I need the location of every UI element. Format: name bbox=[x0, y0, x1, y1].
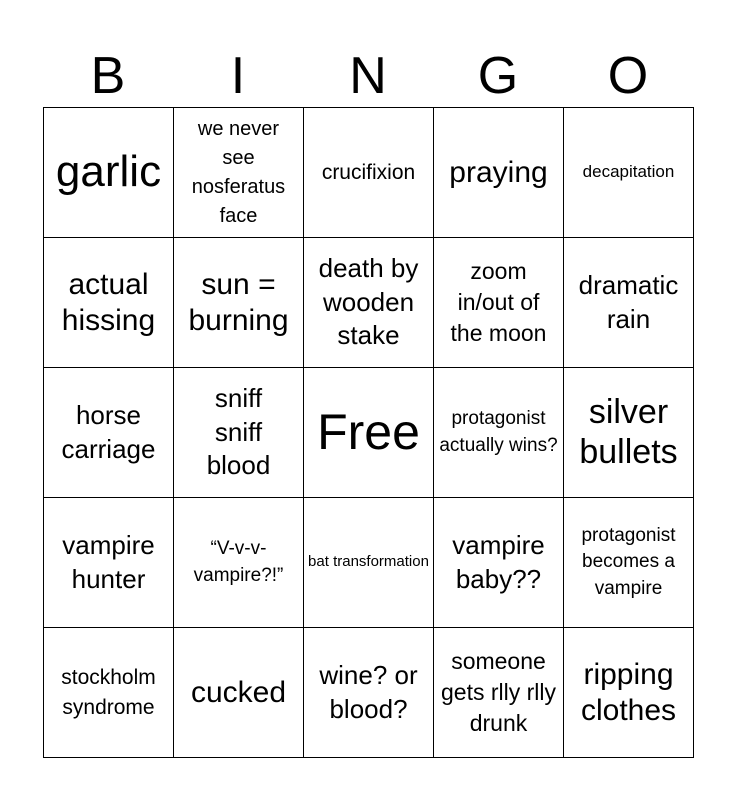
bingo-cell-r1-c0[interactable] bbox=[44, 238, 174, 368]
cell-label: zoom in/out of the moon bbox=[450, 257, 547, 347]
cell-label: sun = burning bbox=[188, 267, 289, 337]
cell-label: protagonist becomes a vampire bbox=[581, 524, 676, 599]
bingo-cell-r3-c3[interactable] bbox=[434, 498, 564, 628]
cell-label: sniff sniff blood bbox=[206, 382, 271, 481]
bingo-cell-r2-c2 bbox=[304, 368, 434, 498]
bingo-card bbox=[43, 107, 694, 758]
bingo-cell-r4-c1[interactable] bbox=[174, 628, 304, 758]
bingo-cell-r4-c0[interactable] bbox=[44, 628, 174, 758]
bingo-cell-r3-c0[interactable] bbox=[44, 498, 174, 628]
bingo-cell-r1-c1[interactable] bbox=[174, 238, 304, 368]
bingo-cell-r1-c2[interactable] bbox=[304, 238, 434, 368]
cell-label: we never see nosferatus face bbox=[191, 117, 286, 227]
cell-label: vampire baby?? bbox=[452, 529, 545, 594]
header-letter-n: N bbox=[349, 47, 387, 105]
bingo-cell-r1-c3[interactable] bbox=[434, 238, 564, 368]
bingo-cell-r4-c3[interactable] bbox=[434, 628, 564, 758]
cell-label: garlic bbox=[55, 147, 162, 197]
header-letter-g: G bbox=[477, 47, 519, 105]
cell-label: stockholm syndrome bbox=[61, 666, 156, 719]
cell-label: ripping clothes bbox=[580, 657, 677, 727]
bingo-cell-r4-c2[interactable] bbox=[304, 628, 434, 758]
cell-label: death by wooden stake bbox=[318, 252, 419, 351]
cell-label: praying bbox=[449, 155, 548, 189]
cell-label: someone gets rlly rlly drunk bbox=[440, 647, 556, 737]
bingo-cell-r0-c2[interactable] bbox=[304, 108, 434, 238]
cell-label: cucked bbox=[190, 675, 287, 709]
bingo-cell-r3-c2[interactable] bbox=[304, 498, 434, 628]
bingo-cell-r2-c4[interactable] bbox=[564, 368, 694, 498]
header-letter-i: I bbox=[230, 47, 246, 105]
bingo-cell-r0-c3[interactable] bbox=[434, 108, 564, 238]
bingo-cell-r1-c4[interactable] bbox=[564, 238, 694, 368]
bingo-cell-r2-c3[interactable] bbox=[434, 368, 564, 498]
cell-label: actual hissing bbox=[61, 267, 156, 337]
bingo-header bbox=[43, 44, 693, 108]
bingo-cell-r2-c0[interactable] bbox=[44, 368, 174, 498]
bingo-cell-r4-c4[interactable] bbox=[564, 628, 694, 758]
bingo-cell-r0-c0[interactable] bbox=[44, 108, 174, 238]
cell-label: dramatic rain bbox=[578, 269, 679, 334]
free-space-label: Free bbox=[317, 404, 420, 461]
cell-label: “V-v-v-vampire?!” bbox=[193, 537, 284, 586]
header-letter-o: O bbox=[607, 47, 649, 105]
cell-label: decapitation bbox=[582, 162, 675, 182]
bingo-cell-r3-c1[interactable] bbox=[174, 498, 304, 628]
cell-label: horse carriage bbox=[61, 399, 156, 464]
bingo-cell-r2-c1[interactable] bbox=[174, 368, 304, 498]
bingo-cell-r0-c1[interactable] bbox=[174, 108, 304, 238]
bingo-cell-r3-c4[interactable] bbox=[564, 498, 694, 628]
cell-label: protagonist actually wins? bbox=[439, 407, 558, 456]
header-letter-b: B bbox=[90, 47, 126, 105]
cell-label: silver bullets bbox=[579, 393, 678, 471]
bingo-cell-r0-c4[interactable] bbox=[564, 108, 694, 238]
cell-label: wine? or blood? bbox=[319, 659, 418, 724]
cell-label: crucifixion bbox=[321, 160, 416, 184]
cell-label: bat transformation bbox=[308, 553, 429, 571]
cell-label: vampire hunter bbox=[62, 529, 155, 594]
